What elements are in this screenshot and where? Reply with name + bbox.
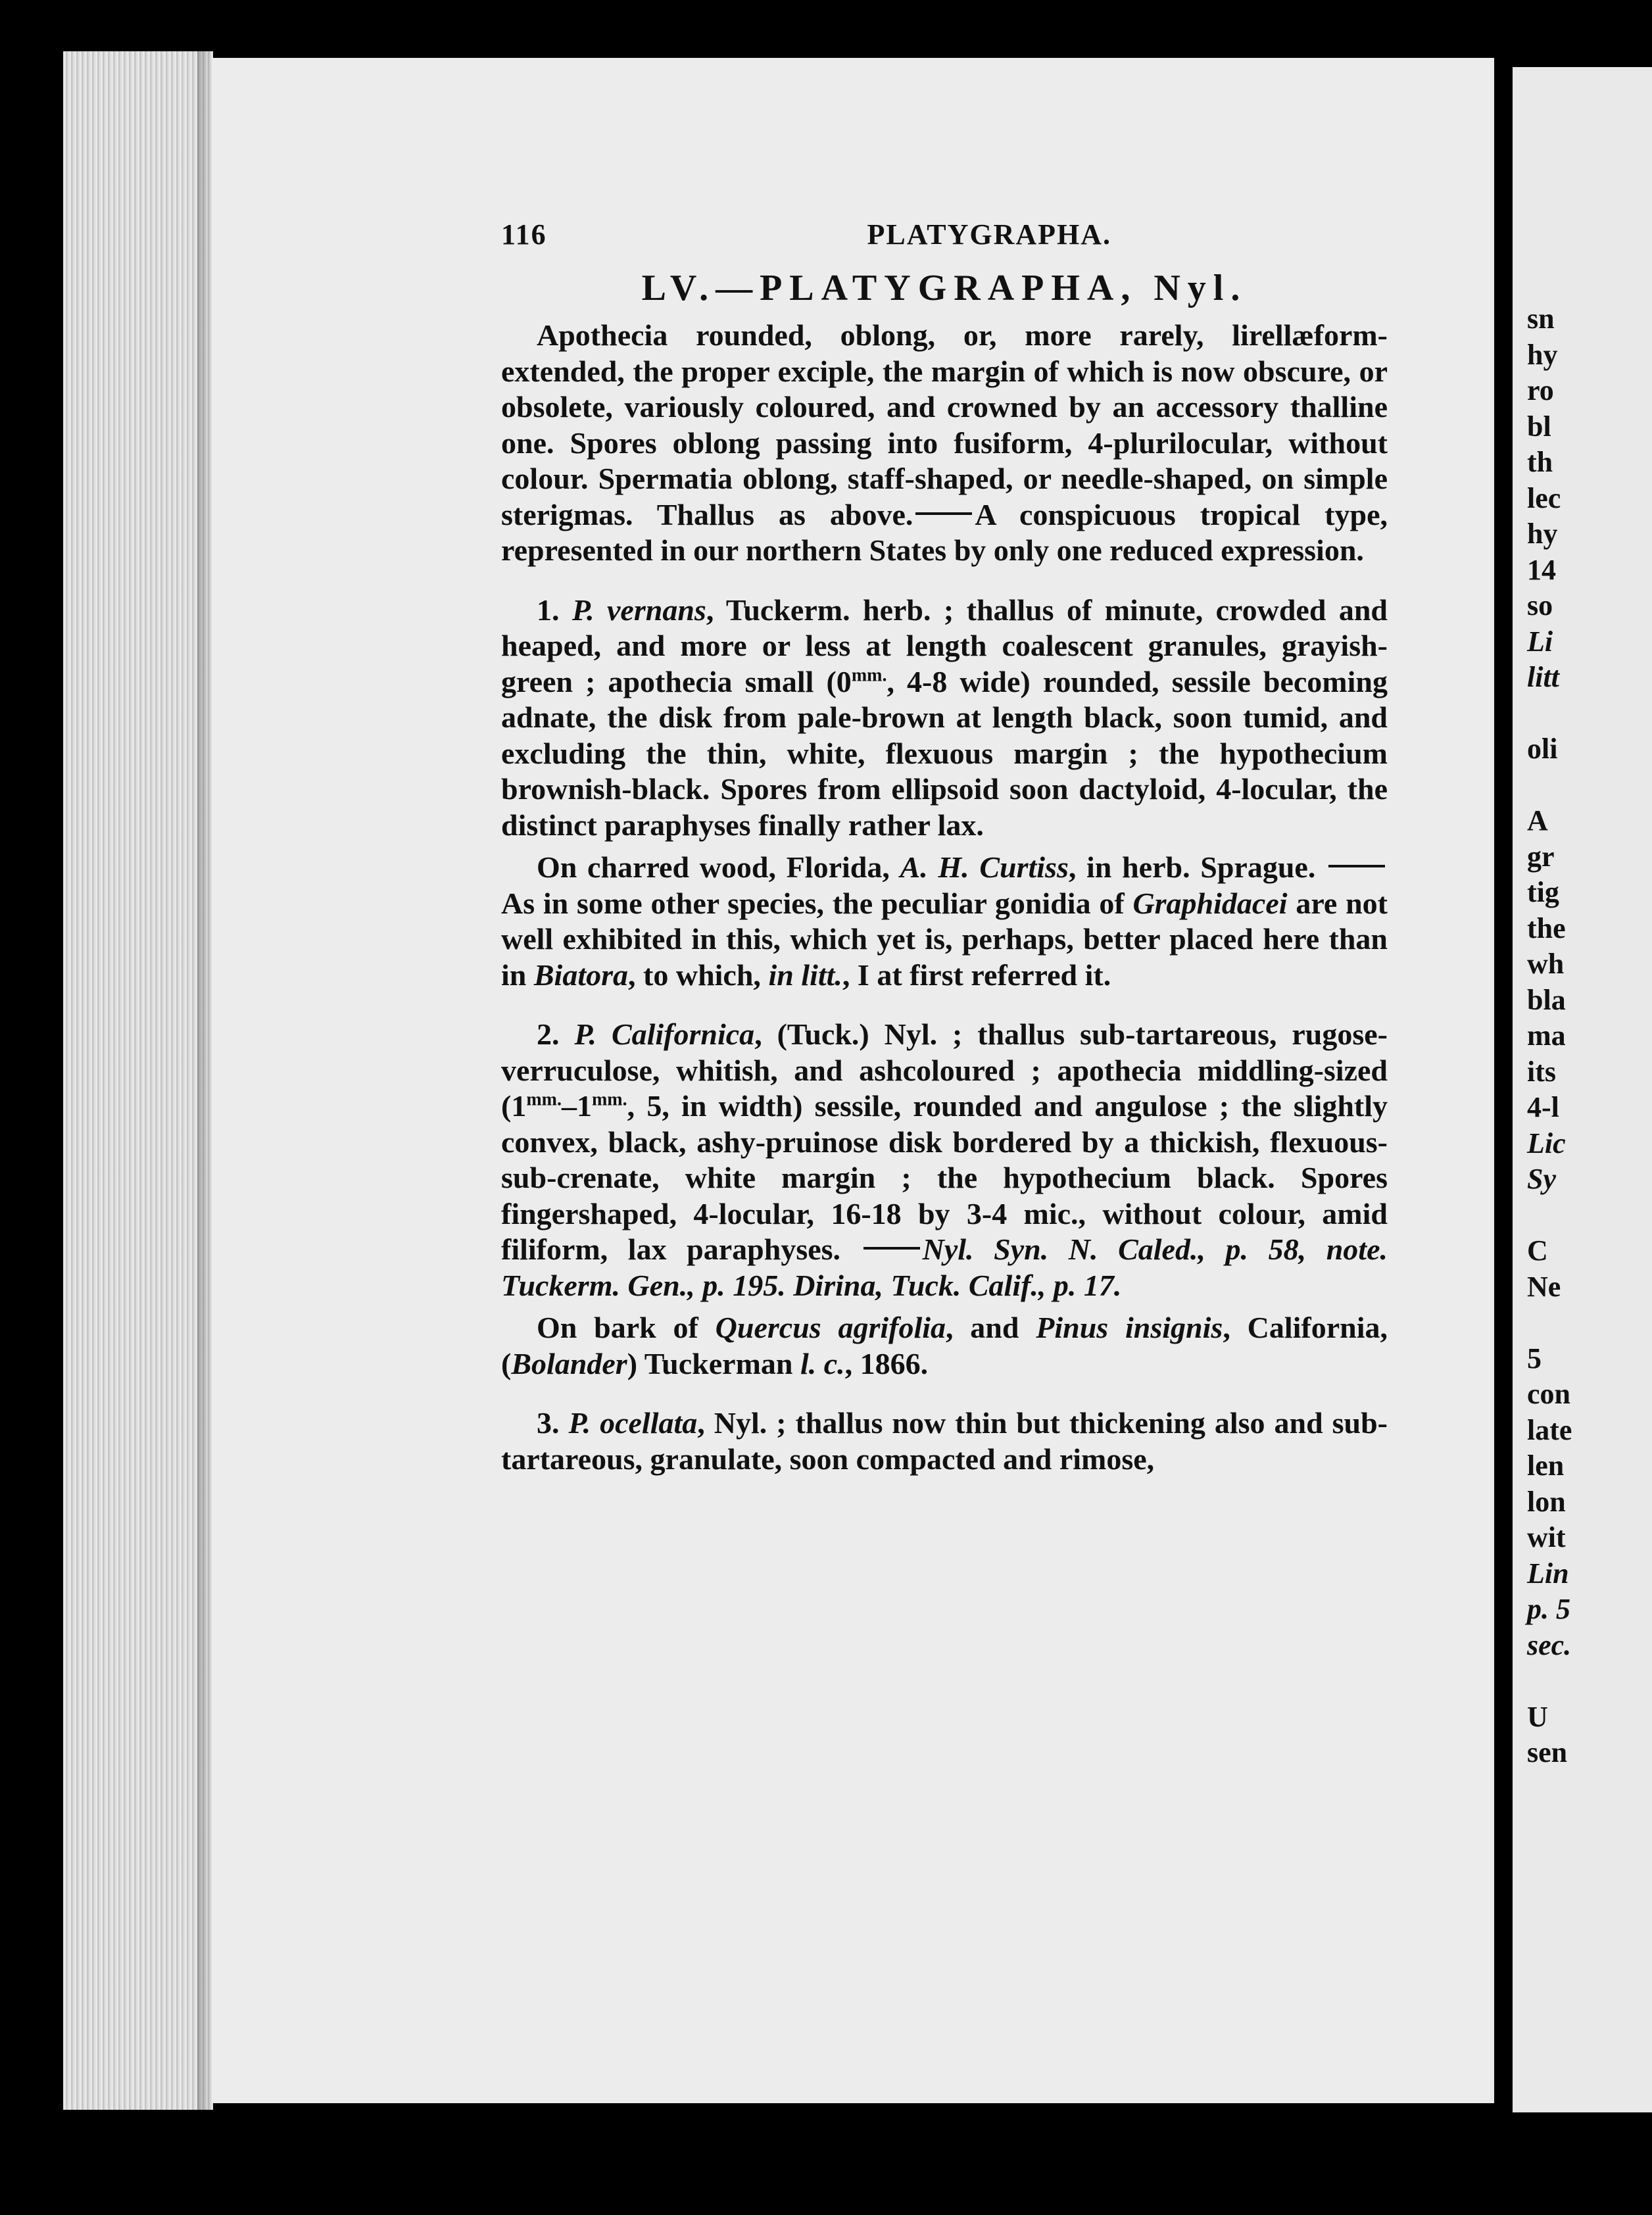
chapter-title: LV.—PLATYGRAPHA, Nyl.: [641, 267, 1248, 308]
species-1-locality: On charred wood, Florida, A. H. Curtiss, in herb. Sprague. As in some other species, the peculiar gonidia of Graphidacei are not well exhibited in this, which yet is, perhaps, better placed here than in Biatora, to which, in litt., I at first referred it.: [501, 850, 1388, 992]
gutter-shadow: [197, 51, 213, 2110]
facing-page-line: Li: [1527, 625, 1553, 658]
genus-description: Apothecia rounded, oblong, or, more rarely, lirellæform-extended, the proper exciple, the margin of which is now obscure, or obsolete, variously coloured, and crowned by an accessory thalline one. Spores oblong passing into fusiform, 4-plurilocular, without colour. Spermatia oblong, staff-shaped, or needle-shaped, on simple sterigmas. Thallus as above. A conspicuous tropical type, represented in our northern States by only one reduced expression.: [501, 318, 1388, 567]
facing-page-line: late: [1527, 1413, 1572, 1446]
facing-page-line: 14: [1527, 553, 1556, 586]
facing-page-line: gr: [1527, 840, 1555, 873]
facing-page-text: [1527, 301, 1652, 1771]
em-rule: [915, 512, 972, 515]
facing-page-line: A: [1527, 804, 1548, 837]
facing-page-line: ro: [1527, 374, 1554, 406]
facing-page-line: lec: [1527, 481, 1561, 514]
facing-page-line: U: [1527, 1700, 1548, 1733]
facing-page-line: [1527, 767, 1652, 804]
facing-page-line: th: [1527, 446, 1553, 478]
facing-page-line: len: [1527, 1449, 1565, 1482]
facing-page-line: bla: [1527, 983, 1566, 1016]
species-2-locality: On bark of Quercus agrifolia, and Pinus insignis, California, (Bolander) Tuckerman l. c., 1866.: [501, 1311, 1388, 1380]
facing-page-line: the: [1527, 912, 1566, 944]
facing-page-line: sn: [1527, 303, 1555, 335]
running-title: PLATYGRAPHA.: [867, 218, 1111, 251]
em-rule: [863, 1247, 920, 1250]
facing-page-line: 5: [1527, 1342, 1542, 1375]
facing-page-line: its: [1527, 1055, 1556, 1088]
running-head: [501, 217, 1388, 253]
facing-page-line: litt: [1527, 661, 1559, 693]
species-1-name: P. vernans: [571, 593, 706, 627]
facing-page-line: sen: [1527, 1736, 1568, 1768]
page-number: 116: [501, 218, 547, 251]
facing-page-line: [1527, 1663, 1652, 1699]
facing-page-line: [1527, 1305, 1652, 1341]
species-2-references: Nyl. Syn. N. Caled., p. 58, note. Tuckerm. Gen., p. 195. Dirina, Tuck. Calif., p. 17.: [501, 1232, 1388, 1302]
species-3-description: 3. P. ocellata, Nyl. ; thallus now thin but thickening also and sub-tartareous, granulate, soon compacted and rimose,: [501, 1406, 1388, 1476]
facing-page-line: p. 5: [1527, 1593, 1570, 1625]
facing-page-line: [1527, 1198, 1652, 1234]
facing-page-line: hy: [1527, 338, 1558, 371]
em-rule: [1328, 865, 1385, 867]
facing-page-line: sec.: [1527, 1628, 1572, 1661]
facing-page-line: wh: [1527, 948, 1565, 980]
facing-page-line: oli: [1527, 733, 1558, 765]
facing-page-line: C: [1527, 1234, 1548, 1267]
facing-page-line: Lin: [1527, 1557, 1569, 1590]
facing-page-line: hy: [1527, 518, 1558, 550]
facing-page-line: ma: [1527, 1019, 1566, 1052]
species-1-description: 1. P. vernans, Tuckerm. herb. ; thallus of minute, crowded and heaped, and more or less at length coalescent granules, grayish-green ; apothecia small ($0^{mm.}$, 4-8 wide) rounded, sessile becoming adnate, the disk from pale-brown at length black, soon tumid, and excluding the thin, white, flexuous margin ; the hypothecium brownish-black. Spores from ellipsoid soon dactyloid, 4-locular, the distinct paraphyses finally rather lax.: [501, 593, 1388, 842]
facing-page-line: so: [1527, 589, 1553, 621]
species-3-name: P. ocellata: [568, 1406, 698, 1440]
facing-page-line: [1527, 696, 1652, 732]
facing-page-line: con: [1527, 1378, 1570, 1410]
facing-page-line: Sy: [1527, 1163, 1556, 1195]
facing-page-line: Ne: [1527, 1270, 1561, 1303]
facing-page-line: 4-l: [1527, 1091, 1559, 1123]
facing-page-line: tig: [1527, 876, 1559, 908]
page-block-edge: [63, 51, 213, 2110]
facing-page-line: Lic: [1527, 1127, 1566, 1159]
facing-page-line: bl: [1527, 410, 1551, 443]
page-text: [501, 217, 1388, 1477]
facing-page-line: wit: [1527, 1521, 1566, 1553]
species-2-name: P. Californica: [574, 1017, 755, 1051]
facing-page-line: lon: [1527, 1485, 1566, 1518]
species-2-description: 2. P. Californica, (Tuck.) Nyl. ; thallus sub-tartareous, rugose-verruculose, whitish, and ashcoloured ; apothecia middling-sized ($1^{mm.}-1^{mm.}$, 5, in width) sessile, rounded and angulose ; the slightly convex, black, ashy-pruinose disk bordered by a thickish, flexuous-sub-crenate, white margin ; the hypothecium black. Spores fingershaped, 4-locular, 16-18 by 3-4 mic., without colour, amid filiform, lax paraphyses. Nyl. Syn. N. Caled., p. 58, note. Tuckerm. Gen., p. 195. Dirina, Tuck. Calif., p. 17.: [501, 1017, 1388, 1302]
